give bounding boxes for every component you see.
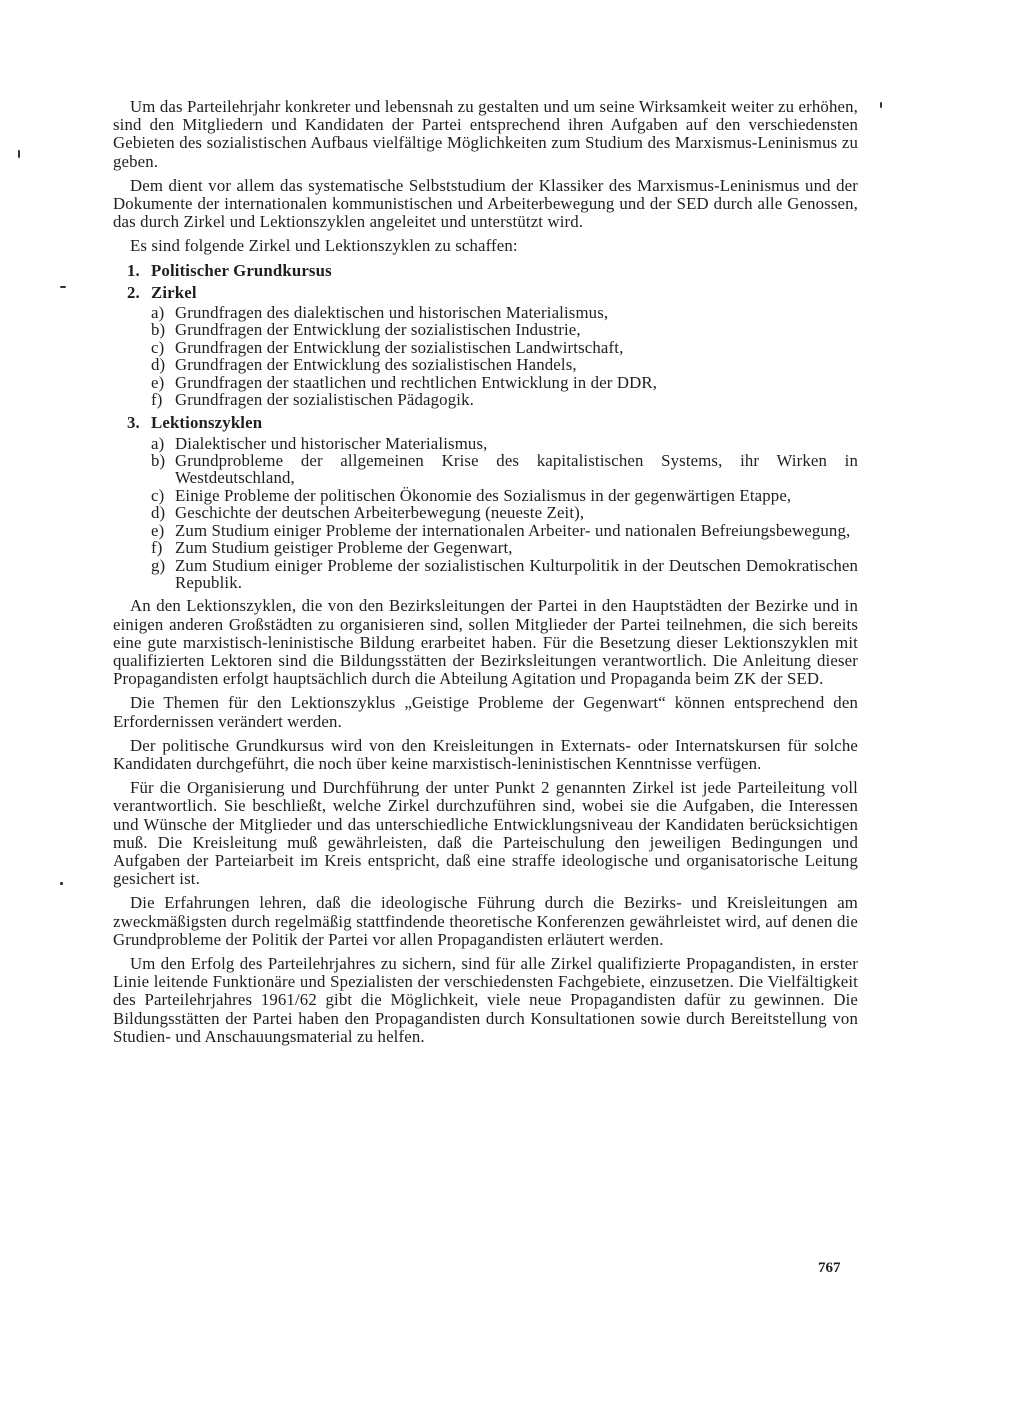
- item-marker: b): [151, 320, 166, 340]
- section-title: Politischer Grundkursus: [151, 260, 332, 280]
- item-text: Einige Probleme der politischen Ökonomie des Sozialismus in der gegenwärtigen Etappe,: [175, 485, 792, 505]
- paragraph: Für die Organisierung und Durchführung der unter Punkt 2 genannten Zirkel ist jede Parteileitung voll verantwortlich. Sie beschließt, welche Zirkel durchzuführen sind, wobei sie die Aufgaben, die Interessen und Wünsche der Mitglieder und das unterschiedliche Entwicklungsniveau der Kandidaten berücksichtigen muß. Die Kreisleitung muß gewährleisten, daß die Parteischulung den jeweiligen Bedingungen und Aufgaben der Parteiarbeit im Kreis entspricht, daß eine straffe ideologische und organisatorische Leitung gesichert ist.: [113, 778, 858, 889]
- paragraph: Um das Parteilehrjahr konkreter und lebensnah zu gestalten und um seine Wirksamkeit weiter zu erhöhen, sind den Mitgliedern und Kandidaten der Partei entsprechend ihren Aufgaben auf den verschiedensten Gebieten des sozialistischen Aufbaus vielfältige Möglichkeiten zum Studium des Marxismus-Leninismus zu geben.: [113, 97, 858, 171]
- item-marker: g): [151, 555, 166, 575]
- section-number: 3.: [127, 413, 140, 433]
- item-text: Zum Studium geistiger Probleme der Gegenwart,: [175, 538, 513, 558]
- item-marker: f): [151, 390, 163, 410]
- item-text: Grundprobleme der allgemeinen Krise des kapitalistischen Systems, ihr Wirken in Westdeutschland,: [175, 451, 858, 488]
- item-marker: c): [151, 337, 165, 357]
- item-text: Grundfragen der Entwicklung der sozialistischen Landwirtschaft,: [175, 337, 624, 357]
- item-marker: b): [151, 451, 166, 471]
- item-marker: f): [151, 538, 163, 558]
- section-number: 1.: [127, 260, 140, 280]
- item-marker: e): [151, 372, 165, 392]
- item-text: Dialektischer und historischer Materialismus,: [175, 433, 488, 453]
- item-marker: a): [151, 433, 165, 453]
- paragraph: Die Themen für den Lektionszyklus „Geistige Probleme der Gegenwart“ können entsprechend den Erfordernissen verändert werden.: [113, 693, 858, 731]
- list-item: [151, 356, 858, 373]
- document-page: [113, 98, 858, 1052]
- paragraph: Um den Erfolg des Parteilehrjahres zu sichern, sind für alle Zirkel qualifizierte Propagandisten, in erster Linie leitende Funktionäre und Spezialisten der verschiedensten Fachgebiete, einzusetzen. Die Vielfältigkeit des Parteilehrjahres 1961/62 gibt die Möglichkeit, viele neue Propagandisten dafür zu gewinnen. Die Bildungsstätten der Partei haben den Propagandisten durch Konsultationen sowie durch Bereitstellung von Studien- und Anschauungsmaterial zu helfen.: [113, 953, 858, 1046]
- list-item: [151, 539, 858, 556]
- item-text: Grundfragen der Entwicklung des sozialistischen Handels,: [175, 355, 577, 375]
- list-item: [151, 339, 858, 356]
- section-title: Lektionszyklen: [151, 413, 263, 433]
- list-intro: Es sind folgende Zirkel und Lektionszyklen zu schaffen:: [130, 236, 518, 256]
- item-text: Grundfragen der Entwicklung der sozialistischen Industrie,: [175, 320, 581, 340]
- section-heading: [127, 262, 858, 280]
- list-item: [151, 304, 858, 321]
- item-marker: c): [151, 485, 165, 505]
- paragraph: Dem dient vor allem das systematische Selbststudium der Klassiker des Marxismus-Leninismus und der Dokumente der internationalen kommunistischen und Arbeiterbewegung und der SED durch alle Genossen, das durch Zirkel und Lektionszyklen angeleitet und unterstützt wird.: [113, 175, 858, 232]
- paragraph: An den Lektionszyklen, die von den Bezirksleitungen der Partei in den Hauptstädten der Bezirke und in einigen anderen Großstädten zu organisieren sind, sollen Mitglieder der Partei teilnehmen, die sich bereits eine gute marxistisch-leninistische Bildung erarbeitet haben. Für die Besetzung dieser Lektionszyklen mit qualifizierten Lektoren sind die Bildungsstätten der Bezirksleitungen verantwortlich. Die Anleitung dieser Propagandisten erfolgt hauptsächlich durch die Abteilung Agitation und Propaganda beim ZK der SED.: [113, 596, 858, 689]
- section-1: [113, 262, 858, 280]
- list-item: [151, 504, 858, 521]
- section-3: [113, 414, 858, 591]
- item-text: Grundfragen der staatlichen und rechtlichen Entwicklung in der DDR,: [175, 372, 658, 392]
- section-heading: [127, 414, 858, 432]
- item-text: Grundfragen des dialektischen und historischen Materialismus,: [175, 303, 609, 323]
- item-marker: d): [151, 355, 166, 375]
- item-text: Zum Studium einiger Probleme der sozialistischen Kulturpolitik in der Deutschen Demokratischen Republik.: [175, 555, 858, 592]
- list-item: [151, 321, 858, 338]
- lektionszyklen-list: [113, 435, 858, 592]
- section-number: 2.: [127, 282, 140, 302]
- list-item: [151, 435, 858, 452]
- section-2: [113, 284, 858, 409]
- scan-speck: [60, 882, 63, 885]
- list-item: [151, 452, 858, 487]
- zirkel-list: [113, 304, 858, 408]
- list-item: [151, 391, 858, 408]
- item-text: Geschichte der deutschen Arbeiterbewegung (neueste Zeit),: [175, 503, 585, 523]
- item-marker: a): [151, 303, 165, 323]
- page-number: 767: [818, 1260, 841, 1276]
- item-text: Zum Studium einiger Probleme der internationalen Arbeiter- und nationalen Befreiungsbewegung,: [175, 520, 851, 540]
- list-item: [151, 522, 858, 539]
- item-marker: e): [151, 520, 165, 540]
- scan-speck: [880, 102, 882, 108]
- list-item: [151, 487, 858, 504]
- section-title: Zirkel: [151, 282, 197, 302]
- section-heading: [127, 284, 858, 302]
- item-marker: d): [151, 503, 166, 523]
- list-item: [151, 557, 858, 592]
- paragraph: Die Erfahrungen lehren, daß die ideologische Führung durch die Bezirks- und Kreisleitungen am zweckmäßigsten durch regelmäßig stattfindende theoretische Konferenzen gewährleistet wird, auf denen die Grundprobleme der Politik der Partei vor allen Propagandisten erläutert werden.: [113, 893, 858, 949]
- scan-speck: [18, 150, 20, 158]
- item-text: Grundfragen der sozialistischen Pädagogik.: [175, 390, 474, 410]
- scan-speck: [60, 286, 66, 288]
- paragraph: Der politische Grundkursus wird von den Kreisleitungen in Externats- oder Internatskursen für solche Kandidaten durchgeführt, die noch über keine marxistisch-leninistischen Kenntnisse verfügen.: [113, 735, 858, 773]
- list-item: [151, 374, 858, 391]
